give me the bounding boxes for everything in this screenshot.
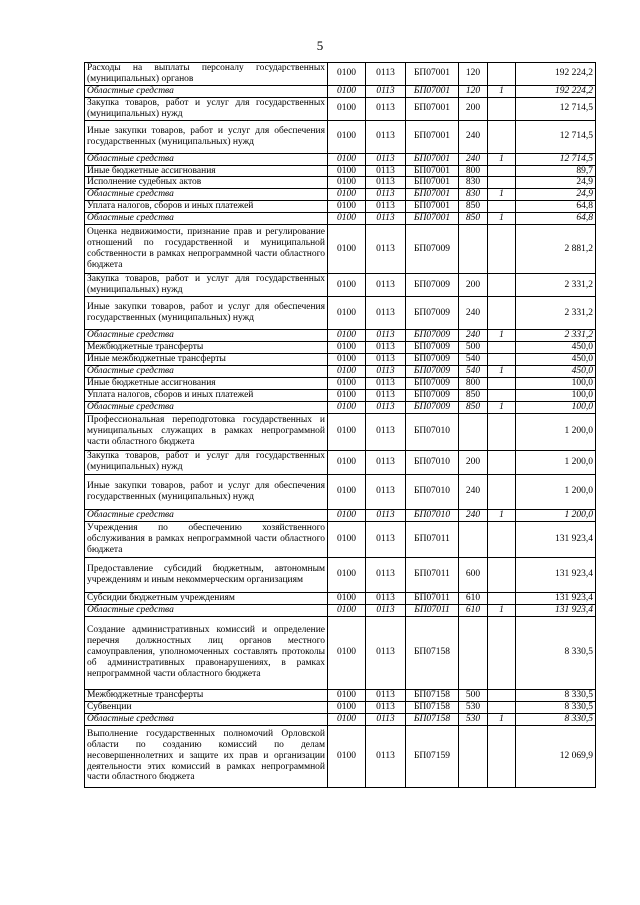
expense-type-cell: 530 bbox=[459, 713, 488, 725]
expense-name-cell: Иные закупки товаров, работ и услуг для обеспечения государственных (муниципальных) нужд bbox=[85, 474, 328, 509]
regional-funds-row bbox=[85, 330, 596, 342]
target-article-cell: БП07009 bbox=[406, 330, 459, 342]
expense-name-cell: Областные средства bbox=[85, 153, 328, 165]
expense-name-cell: Межбюджетные трансферты bbox=[85, 341, 328, 353]
expense-type-cell: 240 bbox=[459, 297, 488, 330]
expense-name-cell: Оценка недвижимости, признание прав и регулирование отношений по государственной и муниципальной собственности в рамках непрограммной части областного бюджета bbox=[85, 225, 328, 274]
funding-source-cell: 1 bbox=[488, 365, 516, 377]
funding-source-cell bbox=[488, 165, 516, 177]
target-article-cell: БП07010 bbox=[406, 474, 459, 509]
funding-source-cell bbox=[488, 521, 516, 557]
target-article-cell: БП07011 bbox=[406, 521, 459, 557]
target-article-cell: БП07009 bbox=[406, 377, 459, 389]
regional-funds-row bbox=[85, 509, 596, 521]
section-code-cell: 0100 bbox=[328, 713, 366, 725]
table-row bbox=[85, 413, 596, 450]
budget-table-body bbox=[85, 63, 596, 788]
target-article-cell: БП07011 bbox=[406, 557, 459, 592]
section-code-cell: 0100 bbox=[328, 225, 366, 274]
subsection-code-cell: 0113 bbox=[366, 165, 406, 177]
target-article-cell: БП07010 bbox=[406, 413, 459, 450]
funding-source-cell: 1 bbox=[488, 401, 516, 413]
amount-cell: 192 224,2 bbox=[516, 85, 596, 97]
expense-name-cell: Областные средства bbox=[85, 713, 328, 725]
regional-funds-row bbox=[85, 401, 596, 413]
subsection-code-cell: 0113 bbox=[366, 225, 406, 274]
table-row bbox=[85, 701, 596, 713]
amount-cell: 12 714,5 bbox=[516, 97, 596, 120]
subsection-code-cell: 0113 bbox=[366, 63, 406, 86]
subsection-code-cell: 0113 bbox=[366, 592, 406, 604]
section-code-cell: 0100 bbox=[328, 165, 366, 177]
subsection-code-cell: 0113 bbox=[366, 689, 406, 701]
funding-source-cell bbox=[488, 377, 516, 389]
target-article-cell: БП07001 bbox=[406, 120, 459, 153]
expense-type-cell: 240 bbox=[459, 120, 488, 153]
expense-type-cell: 850 bbox=[459, 213, 488, 225]
expense-name-cell: Учреждения по обеспечению хозяйственного обслуживания в рамках непрограммной части областного бюджета bbox=[85, 521, 328, 557]
expense-type-cell: 800 bbox=[459, 165, 488, 177]
target-article-cell: БП07158 bbox=[406, 616, 459, 689]
expense-name-cell: Субсидии бюджетным учреждениям bbox=[85, 592, 328, 604]
expense-name-cell: Областные средства bbox=[85, 85, 328, 97]
expense-type-cell: 500 bbox=[459, 341, 488, 353]
regional-funds-row bbox=[85, 85, 596, 97]
expense-type-cell: 120 bbox=[459, 85, 488, 97]
target-article-cell: БП07158 bbox=[406, 701, 459, 713]
expense-name-cell: Межбюджетные трансферты bbox=[85, 689, 328, 701]
funding-source-cell bbox=[488, 701, 516, 713]
expense-name-cell: Исполнение судебных актов bbox=[85, 177, 328, 189]
section-code-cell: 0100 bbox=[328, 201, 366, 213]
subsection-code-cell: 0113 bbox=[366, 616, 406, 689]
table-row bbox=[85, 353, 596, 365]
regional-funds-row bbox=[85, 153, 596, 165]
expense-name-cell: Профессиональная переподготовка государственных и муниципальных служащих в рамках непрограммной части областного бюджета bbox=[85, 413, 328, 450]
subsection-code-cell: 0113 bbox=[366, 97, 406, 120]
expense-type-cell bbox=[459, 616, 488, 689]
expense-type-cell: 500 bbox=[459, 689, 488, 701]
section-code-cell: 0100 bbox=[328, 341, 366, 353]
subsection-code-cell: 0113 bbox=[366, 297, 406, 330]
table-row bbox=[85, 689, 596, 701]
expense-type-cell: 200 bbox=[459, 274, 488, 297]
expense-type-cell: 240 bbox=[459, 153, 488, 165]
target-article-cell: БП07001 bbox=[406, 189, 459, 201]
amount-cell: 192 224,2 bbox=[516, 63, 596, 86]
target-article-cell: БП07009 bbox=[406, 401, 459, 413]
section-code-cell: 0100 bbox=[328, 63, 366, 86]
subsection-code-cell: 0113 bbox=[366, 604, 406, 616]
table-row bbox=[85, 474, 596, 509]
amount-cell: 450,0 bbox=[516, 341, 596, 353]
expense-name-cell: Областные средства bbox=[85, 365, 328, 377]
section-code-cell: 0100 bbox=[328, 189, 366, 201]
amount-cell: 1 200,0 bbox=[516, 509, 596, 521]
section-code-cell: 0100 bbox=[328, 353, 366, 365]
expense-type-cell: 240 bbox=[459, 474, 488, 509]
funding-source-cell bbox=[488, 616, 516, 689]
funding-source-cell: 1 bbox=[488, 604, 516, 616]
amount-cell: 2 331,2 bbox=[516, 297, 596, 330]
regional-funds-row bbox=[85, 713, 596, 725]
target-article-cell: БП07001 bbox=[406, 85, 459, 97]
section-code-cell: 0100 bbox=[328, 330, 366, 342]
table-row bbox=[85, 389, 596, 401]
target-article-cell: БП07001 bbox=[406, 201, 459, 213]
section-code-cell: 0100 bbox=[328, 274, 366, 297]
funding-source-cell: 1 bbox=[488, 213, 516, 225]
subsection-code-cell: 0113 bbox=[366, 177, 406, 189]
funding-source-cell bbox=[488, 63, 516, 86]
expense-name-cell: Закупка товаров, работ и услуг для государственных (муниципальных) нужд bbox=[85, 450, 328, 474]
section-code-cell: 0100 bbox=[328, 153, 366, 165]
subsection-code-cell: 0113 bbox=[366, 353, 406, 365]
amount-cell: 8 330,5 bbox=[516, 689, 596, 701]
section-code-cell: 0100 bbox=[328, 604, 366, 616]
amount-cell: 131 923,4 bbox=[516, 521, 596, 557]
expense-type-cell: 800 bbox=[459, 377, 488, 389]
target-article-cell: БП07010 bbox=[406, 509, 459, 521]
amount-cell: 12 069,9 bbox=[516, 725, 596, 787]
section-code-cell: 0100 bbox=[328, 521, 366, 557]
funding-source-cell bbox=[488, 413, 516, 450]
section-code-cell: 0100 bbox=[328, 401, 366, 413]
subsection-code-cell: 0113 bbox=[366, 413, 406, 450]
subsection-code-cell: 0113 bbox=[366, 213, 406, 225]
table-row bbox=[85, 225, 596, 274]
funding-source-cell: 1 bbox=[488, 85, 516, 97]
subsection-code-cell: 0113 bbox=[366, 450, 406, 474]
section-code-cell: 0100 bbox=[328, 557, 366, 592]
amount-cell: 2 331,2 bbox=[516, 330, 596, 342]
expense-type-cell: 850 bbox=[459, 389, 488, 401]
expense-type-cell: 200 bbox=[459, 450, 488, 474]
subsection-code-cell: 0113 bbox=[366, 274, 406, 297]
expense-name-cell: Расходы на выплаты персоналу государственных (муниципальных) органов bbox=[85, 63, 328, 86]
expense-name-cell: Субвенции bbox=[85, 701, 328, 713]
expense-type-cell: 600 bbox=[459, 557, 488, 592]
expense-type-cell: 120 bbox=[459, 63, 488, 86]
target-article-cell: БП07001 bbox=[406, 165, 459, 177]
expense-type-cell: 830 bbox=[459, 189, 488, 201]
table-row bbox=[85, 201, 596, 213]
expense-type-cell bbox=[459, 725, 488, 787]
section-code-cell: 0100 bbox=[328, 297, 366, 330]
section-code-cell: 0100 bbox=[328, 213, 366, 225]
subsection-code-cell: 0113 bbox=[366, 330, 406, 342]
amount-cell: 24,9 bbox=[516, 189, 596, 201]
target-article-cell: БП07009 bbox=[406, 274, 459, 297]
budget-table bbox=[84, 62, 596, 788]
expense-type-cell: 610 bbox=[459, 592, 488, 604]
expense-name-cell: Иные бюджетные ассигнования bbox=[85, 377, 328, 389]
funding-source-cell: 1 bbox=[488, 330, 516, 342]
section-code-cell: 0100 bbox=[328, 592, 366, 604]
funding-source-cell bbox=[488, 389, 516, 401]
table-row bbox=[85, 377, 596, 389]
table-row bbox=[85, 274, 596, 297]
target-article-cell: БП07001 bbox=[406, 97, 459, 120]
expense-name-cell: Уплата налогов, сборов и иных платежей bbox=[85, 201, 328, 213]
subsection-code-cell: 0113 bbox=[366, 85, 406, 97]
section-code-cell: 0100 bbox=[328, 474, 366, 509]
target-article-cell: БП07010 bbox=[406, 450, 459, 474]
funding-source-cell: 1 bbox=[488, 189, 516, 201]
funding-source-cell bbox=[488, 474, 516, 509]
amount-cell: 89,7 bbox=[516, 165, 596, 177]
target-article-cell: БП07159 bbox=[406, 725, 459, 787]
page-number: 5 bbox=[316, 38, 324, 53]
funding-source-cell bbox=[488, 725, 516, 787]
section-code-cell: 0100 bbox=[328, 377, 366, 389]
funding-source-cell bbox=[488, 274, 516, 297]
amount-cell: 8 330,5 bbox=[516, 701, 596, 713]
funding-source-cell: 1 bbox=[488, 153, 516, 165]
amount-cell: 100,0 bbox=[516, 377, 596, 389]
subsection-code-cell: 0113 bbox=[366, 701, 406, 713]
subsection-code-cell: 0113 bbox=[366, 557, 406, 592]
table-row bbox=[85, 521, 596, 557]
amount-cell: 24,9 bbox=[516, 177, 596, 189]
amount-cell: 100,0 bbox=[516, 389, 596, 401]
expense-type-cell: 850 bbox=[459, 201, 488, 213]
funding-source-cell bbox=[488, 689, 516, 701]
target-article-cell: БП07009 bbox=[406, 365, 459, 377]
expense-name-cell: Закупка товаров, работ и услуг для государственных (муниципальных) нужд bbox=[85, 274, 328, 297]
expense-type-cell: 830 bbox=[459, 177, 488, 189]
subsection-code-cell: 0113 bbox=[366, 120, 406, 153]
section-code-cell: 0100 bbox=[328, 97, 366, 120]
section-code-cell: 0100 bbox=[328, 689, 366, 701]
amount-cell: 131 923,4 bbox=[516, 604, 596, 616]
expense-name-cell: Областные средства bbox=[85, 509, 328, 521]
table-row bbox=[85, 120, 596, 153]
subsection-code-cell: 0113 bbox=[366, 389, 406, 401]
amount-cell: 8 330,5 bbox=[516, 616, 596, 689]
funding-source-cell bbox=[488, 177, 516, 189]
section-code-cell: 0100 bbox=[328, 365, 366, 377]
target-article-cell: БП07009 bbox=[406, 341, 459, 353]
subsection-code-cell: 0113 bbox=[366, 474, 406, 509]
funding-source-cell: 1 bbox=[488, 509, 516, 521]
expense-name-cell: Уплата налогов, сборов и иных платежей bbox=[85, 389, 328, 401]
expense-type-cell: 540 bbox=[459, 365, 488, 377]
amount-cell: 2 331,2 bbox=[516, 274, 596, 297]
target-article-cell: БП07009 bbox=[406, 225, 459, 274]
section-code-cell: 0100 bbox=[328, 389, 366, 401]
expense-name-cell: Иные закупки товаров, работ и услуг для обеспечения государственных (муниципальных) нужд bbox=[85, 120, 328, 153]
expense-name-cell: Выполнение государственных полномочий Орловской области по созданию комиссий по делам несовершеннолетних и защите их прав и организации деятельности этих комиссий в рамках непрограммной части областного бюджета bbox=[85, 725, 328, 787]
subsection-code-cell: 0113 bbox=[366, 153, 406, 165]
funding-source-cell bbox=[488, 201, 516, 213]
amount-cell: 64,8 bbox=[516, 201, 596, 213]
expense-type-cell: 610 bbox=[459, 604, 488, 616]
section-code-cell: 0100 bbox=[328, 616, 366, 689]
amount-cell: 100,0 bbox=[516, 401, 596, 413]
expense-type-cell bbox=[459, 413, 488, 450]
expense-name-cell: Областные средства bbox=[85, 604, 328, 616]
target-article-cell: БП07011 bbox=[406, 604, 459, 616]
target-article-cell: БП07001 bbox=[406, 153, 459, 165]
expense-name-cell: Областные средства bbox=[85, 189, 328, 201]
target-article-cell: БП07001 bbox=[406, 63, 459, 86]
regional-funds-row bbox=[85, 365, 596, 377]
expense-type-cell: 200 bbox=[459, 97, 488, 120]
amount-cell: 450,0 bbox=[516, 353, 596, 365]
funding-source-cell bbox=[488, 297, 516, 330]
amount-cell: 1 200,0 bbox=[516, 474, 596, 509]
subsection-code-cell: 0113 bbox=[366, 341, 406, 353]
expense-type-cell bbox=[459, 521, 488, 557]
amount-cell: 12 714,5 bbox=[516, 120, 596, 153]
table-row bbox=[85, 725, 596, 787]
amount-cell: 64,8 bbox=[516, 213, 596, 225]
funding-source-cell bbox=[488, 225, 516, 274]
subsection-code-cell: 0113 bbox=[366, 725, 406, 787]
funding-source-cell: 1 bbox=[488, 713, 516, 725]
table-row bbox=[85, 450, 596, 474]
amount-cell: 12 714,5 bbox=[516, 153, 596, 165]
expense-name-cell: Создание административных комиссий и определение перечня должностных лиц органов местного самоуправления, уполномоченных составлять протоколы об административных правонарушениях, в рамках непрограммной части областного бюджета bbox=[85, 616, 328, 689]
target-article-cell: БП07009 bbox=[406, 297, 459, 330]
funding-source-cell bbox=[488, 97, 516, 120]
table-row bbox=[85, 341, 596, 353]
section-code-cell: 0100 bbox=[328, 725, 366, 787]
regional-funds-row bbox=[85, 213, 596, 225]
expense-type-cell: 240 bbox=[459, 509, 488, 521]
section-code-cell: 0100 bbox=[328, 413, 366, 450]
expense-name-cell: Иные межбюджетные трансферты bbox=[85, 353, 328, 365]
expense-name-cell: Иные закупки товаров, работ и услуг для обеспечения государственных (муниципальных) нужд bbox=[85, 297, 328, 330]
amount-cell: 131 923,4 bbox=[516, 592, 596, 604]
section-code-cell: 0100 bbox=[328, 450, 366, 474]
target-article-cell: БП07011 bbox=[406, 592, 459, 604]
target-article-cell: БП07158 bbox=[406, 689, 459, 701]
expense-type-cell bbox=[459, 225, 488, 274]
expense-name-cell: Иные бюджетные ассигнования bbox=[85, 165, 328, 177]
target-article-cell: БП07009 bbox=[406, 353, 459, 365]
table-row bbox=[85, 297, 596, 330]
section-code-cell: 0100 bbox=[328, 120, 366, 153]
expense-type-cell: 240 bbox=[459, 330, 488, 342]
subsection-code-cell: 0113 bbox=[366, 713, 406, 725]
amount-cell: 2 881,2 bbox=[516, 225, 596, 274]
subsection-code-cell: 0113 bbox=[366, 189, 406, 201]
table-row bbox=[85, 63, 596, 86]
subsection-code-cell: 0113 bbox=[366, 201, 406, 213]
expense-type-cell: 540 bbox=[459, 353, 488, 365]
expense-name-cell: Областные средства bbox=[85, 213, 328, 225]
subsection-code-cell: 0113 bbox=[366, 365, 406, 377]
funding-source-cell bbox=[488, 353, 516, 365]
amount-cell: 450,0 bbox=[516, 365, 596, 377]
amount-cell: 8 330,5 bbox=[516, 713, 596, 725]
funding-source-cell bbox=[488, 450, 516, 474]
table-row bbox=[85, 97, 596, 120]
expense-name-cell: Закупка товаров, работ и услуг для государственных (муниципальных) нужд bbox=[85, 97, 328, 120]
expense-name-cell: Предоставление субсидий бюджетным, автономным учреждениям и иным некоммерческим организациям bbox=[85, 557, 328, 592]
section-code-cell: 0100 bbox=[328, 177, 366, 189]
amount-cell: 1 200,0 bbox=[516, 413, 596, 450]
section-code-cell: 0100 bbox=[328, 85, 366, 97]
target-article-cell: БП07158 bbox=[406, 713, 459, 725]
section-code-cell: 0100 bbox=[328, 509, 366, 521]
target-article-cell: БП07001 bbox=[406, 213, 459, 225]
table-row bbox=[85, 616, 596, 689]
subsection-code-cell: 0113 bbox=[366, 401, 406, 413]
amount-cell: 1 200,0 bbox=[516, 450, 596, 474]
subsection-code-cell: 0113 bbox=[366, 521, 406, 557]
amount-cell: 131 923,4 bbox=[516, 557, 596, 592]
subsection-code-cell: 0113 bbox=[366, 377, 406, 389]
funding-source-cell bbox=[488, 341, 516, 353]
table-row bbox=[85, 177, 596, 189]
funding-source-cell bbox=[488, 592, 516, 604]
table-row bbox=[85, 165, 596, 177]
regional-funds-row bbox=[85, 604, 596, 616]
table-row bbox=[85, 557, 596, 592]
section-code-cell: 0100 bbox=[328, 701, 366, 713]
table-row bbox=[85, 592, 596, 604]
expense-name-cell: Областные средства bbox=[85, 330, 328, 342]
target-article-cell: БП07009 bbox=[406, 389, 459, 401]
expense-type-cell: 530 bbox=[459, 701, 488, 713]
expense-type-cell: 850 bbox=[459, 401, 488, 413]
funding-source-cell bbox=[488, 120, 516, 153]
regional-funds-row bbox=[85, 189, 596, 201]
funding-source-cell bbox=[488, 557, 516, 592]
target-article-cell: БП07001 bbox=[406, 177, 459, 189]
expense-name-cell: Областные средства bbox=[85, 401, 328, 413]
subsection-code-cell: 0113 bbox=[366, 509, 406, 521]
